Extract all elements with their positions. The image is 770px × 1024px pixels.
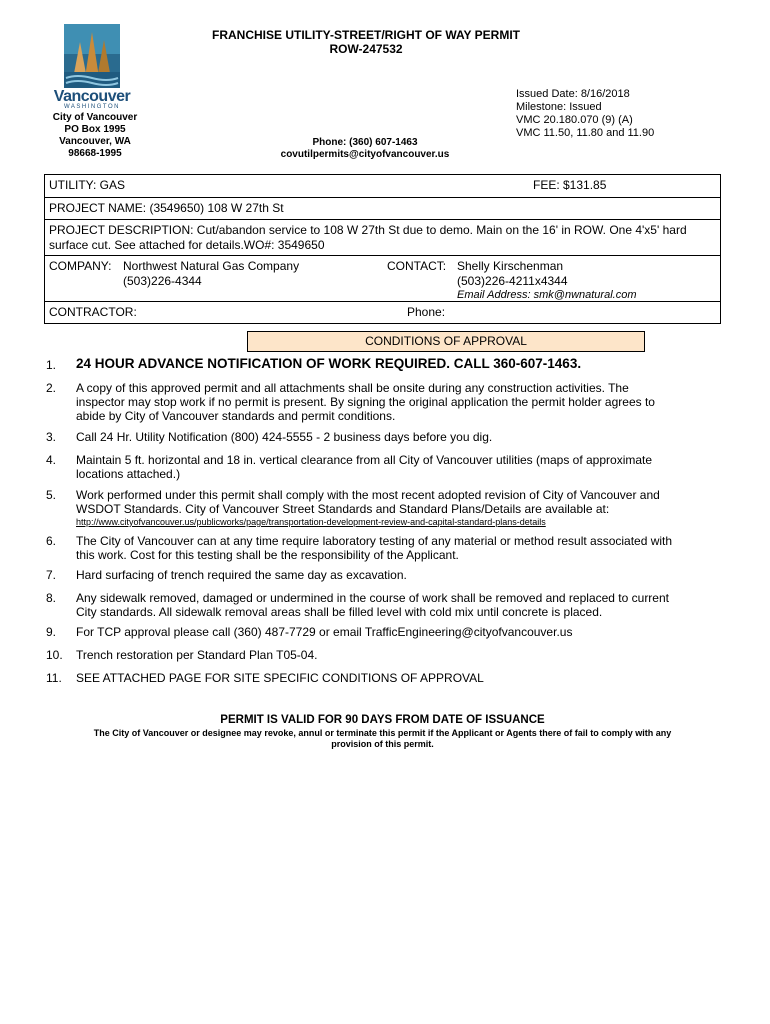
- condition-text: [76, 381, 720, 423]
- condition-line: abide by City of Vancouver standards and permit conditions.: [76, 409, 396, 423]
- condition-number: 11.: [46, 671, 62, 685]
- permit-title-line: FRANCHISE UTILITY-STREET/RIGHT OF WAY PERMIT: [211, 28, 520, 42]
- condition-line: A copy of this approved permit and all attachments shall be onsite during any construction activities. The: [76, 381, 629, 395]
- condition-text: [76, 591, 720, 619]
- vmc-ref-2: VMC 11.50, 11.80 and 11.90: [516, 127, 655, 139]
- contact-name: Shelly Kirschenman: [457, 259, 564, 273]
- condition-number: 10.: [46, 648, 63, 662]
- org-name: City of Vancouver: [52, 112, 138, 123]
- condition-text: 24 HOUR ADVANCE NOTIFICATION OF WORK REQUIRED. CALL 360-607-1463.: [76, 356, 582, 371]
- condition-line: The City of Vancouver can at any time require laboratory testing of any material or method result associated with: [76, 534, 673, 548]
- condition-text: Call 24 Hr. Utility Notification (800) 424-5555 - 2 business days before you dig.: [76, 430, 493, 444]
- revocation-notice: [44, 728, 721, 750]
- condition-text: [76, 488, 720, 516]
- logo-wordmark: Vancouver: [53, 88, 131, 105]
- org-city: Vancouver, WA: [59, 136, 131, 147]
- condition-text: SEE ATTACHED PAGE FOR SITE SPECIFIC CONDITIONS OF APPROVAL: [76, 671, 484, 685]
- condition-line: this work. Cost for this testing shall be the responsibility of the Applicant.: [76, 548, 459, 562]
- contractor-row: [45, 301, 720, 324]
- condition-number: 2.: [46, 381, 57, 395]
- contact-phone-number: (503)226-4211x4344: [457, 274, 568, 288]
- conditions-header: CONDITIONS OF APPROVAL: [247, 331, 645, 352]
- project-description-line: PROJECT DESCRIPTION: Cut/abandon service to 108 W 27th St due to demo. Main on the 16' in ROW. One 4'x5' hard: [49, 223, 687, 237]
- condition-number: 4.: [46, 453, 57, 467]
- condition-number: 6.: [46, 534, 57, 548]
- condition-line: Any sidewalk removed, damaged or undermined in the course of work shall be removed and replaced to current: [76, 591, 669, 605]
- contractor-label: CONTRACTOR:: [49, 305, 137, 319]
- org-po-box: PO Box 1995: [64, 124, 126, 135]
- milestone: Milestone: Issued: [516, 101, 602, 113]
- condition-number: 1.: [46, 358, 57, 372]
- project-name: PROJECT NAME: (3549650) 108 W 27th St: [49, 201, 284, 215]
- condition-text: For TCP approval please call (360) 487-7729 or email TrafficEngineering@cityofvancouver.us: [76, 625, 573, 639]
- condition-line: WSDOT Standards. City of Vancouver Street Standards and Standard Plans/Details are available at:: [76, 502, 610, 516]
- logo-subtitle: WASHINGTON: [63, 104, 120, 110]
- condition-line: Maintain 5 ft. horizontal and 18 in. vertical clearance from all City of Vancouver utilities (maps of approximate: [76, 453, 653, 467]
- company-contact-row: [45, 255, 720, 301]
- contact-phone: Phone: (360) 607-1463: [312, 137, 418, 148]
- validity-notice: PERMIT IS VALID FOR 90 DAYS FROM DATE OF ISSUANCE: [220, 714, 545, 726]
- project-description-row: [45, 219, 720, 255]
- issue-info: [516, 88, 756, 140]
- permit-title: [150, 28, 582, 56]
- revocation-line: The City of Vancouver or designee may revoke, annul or terminate this permit if the Applicant or Agents there of fail to comply with any: [93, 728, 672, 738]
- issued-date: Issued Date: 8/16/2018: [516, 88, 630, 100]
- condition-number: 3.: [46, 430, 57, 444]
- permit-number: ROW-247532: [329, 42, 403, 56]
- project-name-row: [45, 197, 720, 219]
- utility-type: UTILITY: GAS: [49, 178, 126, 192]
- condition-number: 8.: [46, 591, 57, 605]
- condition-text: Trench restoration per Standard Plan T05-04.: [76, 648, 318, 662]
- condition-line: locations attached.): [76, 467, 181, 481]
- condition-text: Hard surfacing of trench required the same day as excavation.: [76, 568, 407, 582]
- contractor-phone-label: Phone:: [407, 305, 446, 319]
- project-description-line: surface cut. See attached for details.WO#: 3549650: [49, 238, 325, 252]
- condition-line: City standards. All sidewalk removal areas shall be filled level with cold mix until concrete is placed.: [76, 605, 603, 619]
- contact-center: [230, 137, 500, 161]
- org-zip: 98668-1995: [68, 148, 122, 159]
- condition-text: [76, 534, 720, 562]
- company-name: Northwest Natural Gas Company: [123, 259, 300, 273]
- condition-number: 7.: [46, 568, 57, 582]
- company-label: COMPANY:: [49, 259, 112, 273]
- revocation-line: provision of this permit.: [331, 739, 434, 749]
- condition-line: Work performed under this permit shall comply with the most recent adopted revision of City of Vancouver and: [76, 488, 660, 502]
- contact-label: CONTACT:: [387, 259, 447, 273]
- utility-row: [45, 175, 720, 197]
- vmc-ref-1: VMC 20.180.070 (9) (A): [516, 114, 633, 126]
- condition-text: [76, 453, 720, 481]
- company-phone: (503)226-4344: [123, 274, 202, 288]
- permit-fee: FEE: $131.85: [533, 178, 607, 192]
- contact-email-address: Email Address: smk@nwnatural.com: [457, 289, 637, 301]
- contact-email: covutilpermits@cityofvancouver.us: [280, 149, 450, 160]
- condition-number: 9.: [46, 625, 57, 639]
- org-address: [30, 112, 160, 160]
- project-description: [49, 223, 721, 253]
- standards-link[interactable]: http://www.cityofvancouver.us/publicworks/page/transportation-development-review-and-capital-standard-plans-details: [76, 517, 546, 527]
- condition-line: inspector may stop work if no permit is present. By signing the original application the permit holder agrees to: [76, 395, 655, 409]
- permit-info-box: [44, 174, 721, 324]
- condition-number: 5.: [46, 488, 57, 502]
